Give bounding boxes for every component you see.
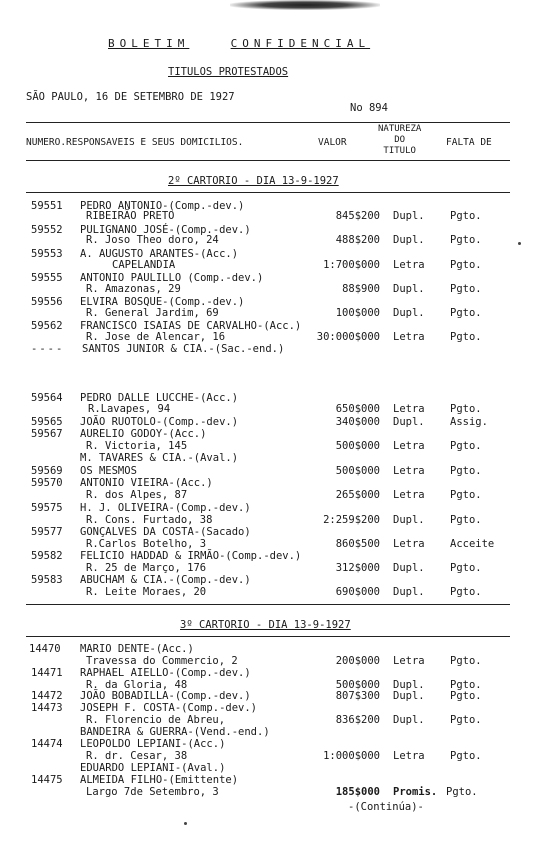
row-address: R. General Jardim, 69 (86, 307, 219, 319)
row-tipo: Dupl. (393, 210, 425, 222)
row-falta: Pgto. (450, 655, 482, 667)
row-name: ANTONIO PAULILLO (Comp.-dev.) (80, 272, 264, 284)
section-title-3-cartorio: 3º CARTORIO - DIA 13-9-1927 (180, 619, 351, 631)
row-tipo: Dupl. (393, 234, 425, 246)
row-name: A. AUGUSTO ARANTES-(Acc.) (80, 248, 239, 260)
row-falta: Pgto. (450, 440, 482, 452)
row-tipo: Dupl. (393, 514, 425, 526)
row-number: 59555 (31, 272, 63, 284)
row-number: 59570 (31, 477, 63, 489)
row-number: 59567 (31, 428, 63, 440)
section-title-2-cartorio: 2º CARTORIO - DIA 13-9-1927 (168, 175, 339, 187)
row-name: ANTONIO VIEIRA-(Acc.) (80, 477, 213, 489)
row-name: ELVIRA BOSQUE-(Comp.-dev.) (80, 296, 245, 308)
column-header-falta: FALTA DE (446, 137, 492, 148)
table-row-detail (0, 307, 544, 319)
row-number: 59552 (31, 224, 63, 236)
table-row-detail (0, 440, 544, 452)
row-tipo: Letra (393, 465, 425, 477)
bulletin-number: No 894 (350, 102, 388, 114)
table-row (0, 465, 544, 477)
row-valor: 88$900 (342, 283, 380, 295)
row-name: ALMEIDA FILHO-(Emittente) (80, 774, 239, 786)
row-name: JOÃO RUOTOLO-(Comp.-dev.) (80, 416, 239, 428)
row-address: Largo 7de Setembro, 3 (86, 786, 219, 798)
table-row (0, 690, 544, 702)
row-address: R.Lavapes, 94 (88, 403, 171, 415)
row-address: R. Joso Theo doro, 24 (86, 234, 219, 246)
row-number: 14475 (31, 774, 63, 786)
row-address: R. Jose de Alencar, 16 (86, 331, 226, 343)
row-falta: Pgto. (450, 586, 482, 598)
row-falta: Pgto. (450, 307, 482, 319)
row-valor: 650$000 (335, 403, 380, 415)
table-row-detail (0, 331, 544, 343)
row-number: 59556 (31, 296, 63, 308)
row-name: JOÃO BOBADILLA-(Comp.-dev.) (80, 690, 251, 702)
row-number: 14472 (31, 690, 63, 702)
row-tipo: Dupl. (393, 562, 425, 574)
table-row-extra (0, 762, 544, 774)
table-row-detail (0, 714, 544, 726)
row-valor: 500$000 (335, 465, 380, 477)
row-valor: 30:000$000 (316, 331, 380, 343)
row-valor: 100$000 (335, 307, 380, 319)
table-row (0, 502, 544, 514)
table-row (0, 416, 544, 428)
row-name: ABUCHAM & CIA.-(Comp.-dev.) (80, 574, 251, 586)
row-address: R. Cons. Furtado, 38 (86, 514, 213, 526)
row-name: MARIO DENTE-(Acc.) (80, 643, 194, 655)
row-falta: Pgto. (450, 403, 482, 415)
row-falta: Pgto. (450, 690, 482, 702)
row-number: 14470 (29, 643, 61, 655)
row-address: R. Victoria, 145 (86, 440, 188, 452)
row-name: FRANCISCO ISAIAS DE CARVALHO-(Acc.) (80, 320, 302, 332)
table-row-extra (0, 726, 544, 738)
row-valor: 1:000$000 (323, 750, 380, 762)
table-row-detail (0, 210, 544, 222)
table-row (0, 643, 544, 655)
row-tipo: Letra (393, 403, 425, 415)
row-tipo: Letra (393, 440, 425, 452)
row-tipo: Dupl. (393, 679, 425, 691)
row-tipo: Dupl. (393, 586, 425, 598)
row-valor: 807$300 (335, 690, 380, 702)
row-name: LEOPOLDO LEPIANI-(Acc.) (80, 738, 226, 750)
row-name: AURELIO GODOY-(Acc.) (80, 428, 207, 440)
row-name: RAPHAEL AIELLO-(Comp.-dev.) (80, 667, 251, 679)
row-valor: 690$000 (335, 586, 380, 598)
row-number: 14471 (31, 667, 63, 679)
row-falta: Pgto. (450, 489, 482, 501)
table-row (0, 774, 544, 786)
row-address: R. Leite Moraes, 20 (86, 586, 207, 598)
table-row (0, 526, 544, 538)
row-valor: 1:700$000 (323, 259, 380, 271)
row-address: R. 25 de Março, 176 (86, 562, 207, 574)
row-number: 59551 (31, 200, 63, 212)
row-valor: 312$000 (335, 562, 380, 574)
row-valor: 265$000 (335, 489, 380, 501)
row-name: PULIGNANO JOSÉ-(Comp.-dev.) (80, 224, 251, 236)
row-number: 59582 (31, 550, 63, 562)
natureza-line-2: DO (394, 135, 406, 145)
row-number: 59583 (31, 574, 63, 586)
ink-dot (184, 822, 187, 825)
row-name: BANDEIRA & GUERRA-(Vend.-end.) (80, 726, 270, 738)
table-row-detail (0, 562, 544, 574)
row-falta: Pgto. (450, 210, 482, 222)
row-falta: Pgto. (450, 679, 482, 691)
table-row-detail (0, 655, 544, 667)
table-row-detail (0, 403, 544, 415)
row-dash: ‐‐‐‐ (31, 343, 65, 355)
row-number: 59575 (31, 502, 63, 514)
row-falta: Acceite (450, 538, 495, 550)
row-number: 59577 (31, 526, 63, 538)
row-address: Travessa do Commercio, 2 (86, 655, 238, 667)
table-row-extra (0, 452, 544, 464)
row-name: EDUARDO LEPIANI-(Aval.) (80, 762, 226, 774)
row-falta: Pgto. (450, 259, 482, 271)
row-falta: Pgto. (450, 234, 482, 246)
row-valor: 185$000 (335, 786, 380, 798)
date-line: SÃO PAULO, 16 DE SETEMBRO DE 1927 (26, 91, 235, 103)
row-falta: Pgto. (450, 750, 482, 762)
subtitle: TITULOS PROTESTADOS (168, 66, 289, 78)
row-address: CAPELANDIA (112, 259, 176, 271)
row-valor: 845$200 (335, 210, 380, 222)
column-header-natureza (378, 124, 421, 157)
row-tipo: Letra (393, 331, 425, 343)
row-address: R. Florencio de Abreu, (86, 714, 226, 726)
row-number: 59553 (31, 248, 63, 260)
row-valor: 340$000 (335, 416, 380, 428)
row-falta: Pgto. (450, 283, 482, 295)
row-number: 14473 (31, 702, 63, 714)
table-row (0, 738, 544, 750)
row-tipo: Letra (393, 259, 425, 271)
ink-smudge (230, 0, 380, 10)
continua-note: -(Continúa)- (348, 801, 424, 813)
row-name: PEDRO ANTONIO-(Comp.-dev.) (80, 200, 245, 212)
row-tipo: Dupl. (393, 690, 425, 702)
table-row (0, 702, 544, 714)
row-tipo: Promis. (393, 786, 438, 798)
column-header-responsaveis: NUMERO.RESPONSAVEIS E SEUS DOMICILIOS. (26, 137, 244, 148)
table-row-detail (0, 586, 544, 598)
row-number: 14474 (31, 738, 63, 750)
table-row-extra (0, 343, 544, 355)
row-tipo: Letra (393, 538, 425, 550)
title-word-boletim: BOLETIM (108, 37, 190, 50)
table-row-detail (0, 234, 544, 246)
section-divider (26, 604, 510, 605)
table-row (0, 550, 544, 562)
row-tipo: Letra (393, 750, 425, 762)
table-row-detail (0, 259, 544, 271)
row-number: 59562 (31, 320, 63, 332)
row-name: PEDRO DALLE LUCCHE-(Acc.) (80, 392, 239, 404)
row-valor: 836$200 (335, 714, 380, 726)
bulletin-title (108, 37, 370, 50)
table-row-detail (0, 538, 544, 550)
row-falta: Pgto. (450, 331, 482, 343)
row-address: R.Carlos Botelho, 3 (86, 538, 207, 550)
row-address: R. dr. Cesar, 38 (86, 750, 188, 762)
row-falta: Pgto. (450, 714, 482, 726)
row-falta: Pgto. (446, 786, 478, 798)
row-tipo: Letra (393, 655, 425, 667)
table-row-detail (0, 489, 544, 501)
row-falta: Assig. (450, 416, 488, 428)
row-valor: 500$000 (335, 440, 380, 452)
section-rule (26, 636, 510, 637)
row-name: M. TAVARES & CIA.-(Aval.) (80, 452, 239, 464)
row-valor: 488$200 (335, 234, 380, 246)
row-name: GONÇALVES DA COSTA-(Sacado) (80, 526, 251, 538)
row-tipo: Letra (393, 489, 425, 501)
row-number: 59569 (31, 465, 63, 477)
section-rule (26, 192, 510, 193)
row-number: 59564 (31, 392, 63, 404)
table-row (0, 428, 544, 440)
natureza-line-3: TITULO (383, 146, 416, 156)
title-word-confidencial: CONFIDENCIAL (230, 37, 371, 50)
row-address: R. da Gloria, 48 (86, 679, 188, 691)
table-row-detail (0, 514, 544, 526)
table-row-detail (0, 786, 544, 798)
row-valor: 2:259$200 (323, 514, 380, 526)
table-row-detail (0, 283, 544, 295)
row-falta: Pgto. (450, 562, 482, 574)
row-tipo: Dupl. (393, 416, 425, 428)
row-falta: Pgto. (450, 465, 482, 477)
row-valor: 200$000 (335, 655, 380, 667)
column-header-valor: VALOR (318, 137, 347, 148)
row-name: H. J. OLIVEIRA-(Comp.-dev.) (80, 502, 251, 514)
row-valor: 860$500 (335, 538, 380, 550)
row-valor: 500$000 (335, 679, 380, 691)
table-row (0, 574, 544, 586)
row-name: FELICIO HADDAD & IRMÃO-(Comp.-dev.) (80, 550, 302, 562)
row-address: RIBEIRÃO PRETO (86, 210, 175, 222)
row-address: R. Amazonas, 29 (86, 283, 181, 295)
natureza-line-1: NATUREZA (378, 124, 422, 134)
row-number: 59565 (31, 416, 63, 428)
row-tipo: Dupl. (393, 283, 425, 295)
row-name: SANTOS JUNIOR & CIA.-(Sac.-end.) (82, 343, 285, 355)
header-rule-top (26, 122, 510, 123)
table-row (0, 477, 544, 489)
row-name: OS MESMOS (80, 465, 137, 477)
header-rule-bottom (26, 160, 510, 161)
row-tipo: Dupl. (393, 714, 425, 726)
table-row (0, 667, 544, 679)
table-row-detail (0, 750, 544, 762)
row-address: R. dos Alpes, 87 (86, 489, 188, 501)
row-tipo: Dupl. (393, 307, 425, 319)
row-name: JOSEPH F. COSTA-(Comp.-dev.) (80, 702, 258, 714)
ink-dot (518, 242, 521, 245)
row-falta: Pgto. (450, 514, 482, 526)
